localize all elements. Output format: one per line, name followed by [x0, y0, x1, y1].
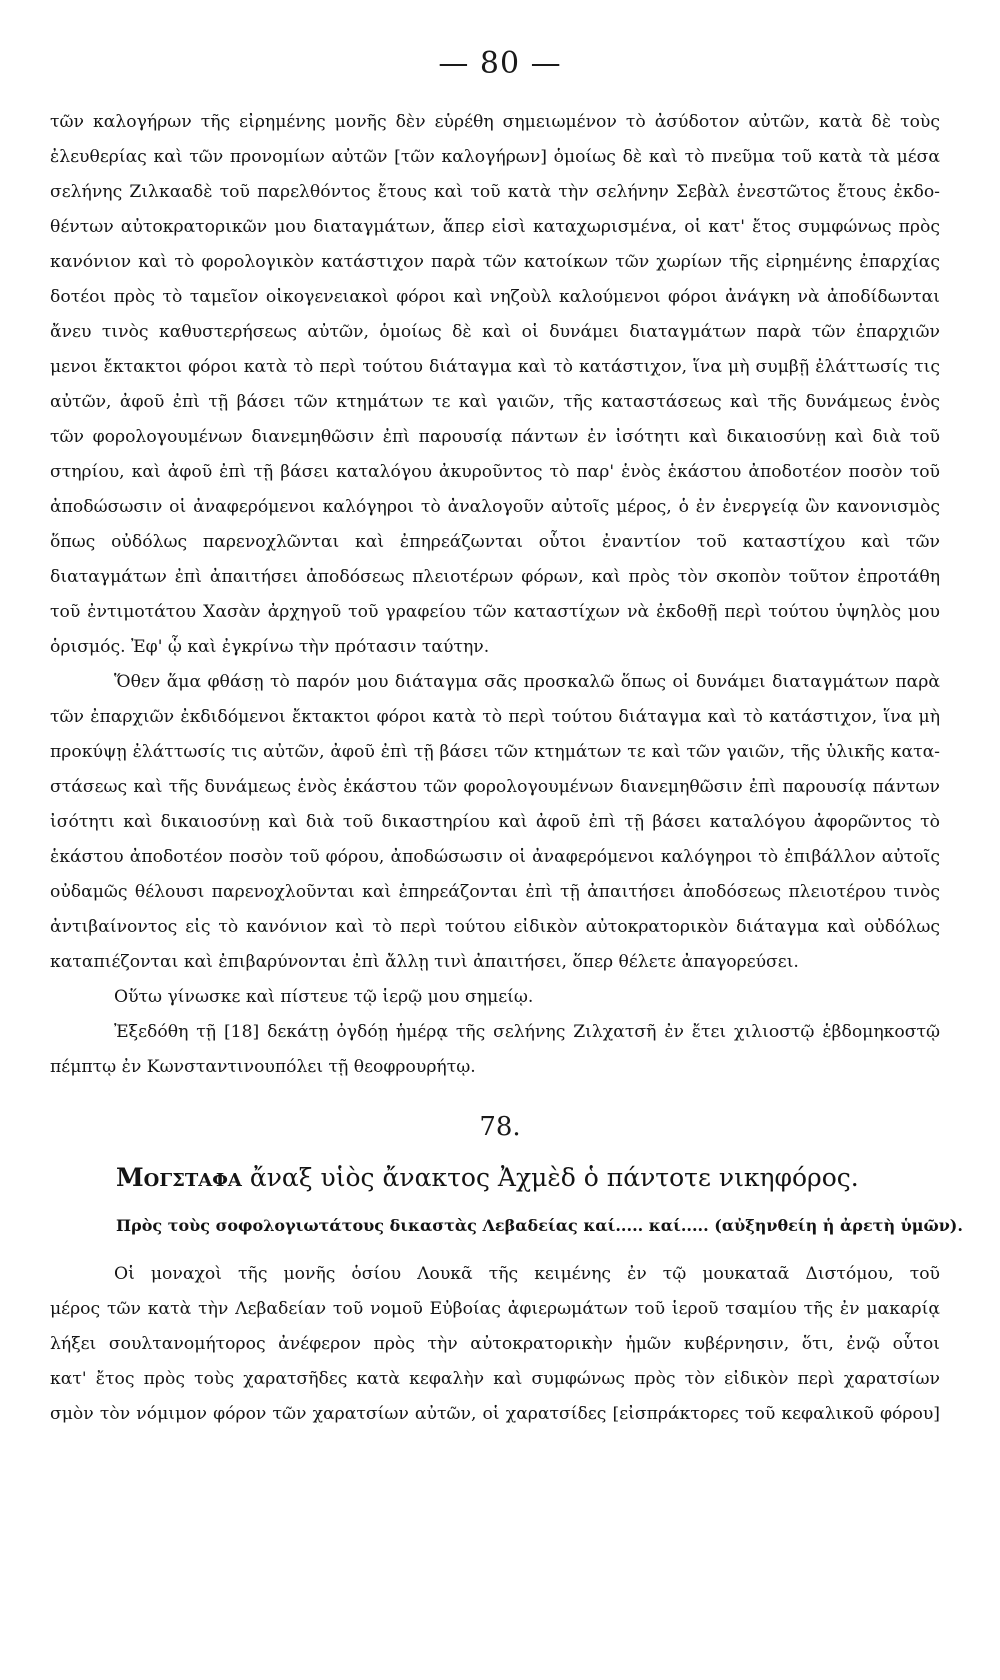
document-title — [116, 1163, 859, 1192]
paragraph-first-line: Ἐξεδόθη τῇ [18] δεκάτῃ ὀγδόῃ ἡμέρᾳ τῆς σελήνης Ζιλχατσῆ ἐν ἔτει χιλιοστῷ ἑβδομηκοστῷ — [114, 1022, 940, 1042]
paragraph-first-line: Οἱ μοναχοὶ τῆς μονῆς ὁσίου Λουκᾶ τῆς κειμένης ἐν τῷ μουκαταᾶ Διστόμου, τοῦ — [114, 1264, 940, 1284]
document-number: 78. — [479, 1112, 521, 1142]
text-line: κανόνιον καὶ τὸ φορολογικὸν κατάστιχον παρὰ τῶν κατοίκων τῶν χωρίων τῆς εἰρημένης ἐπαρχίας — [50, 252, 940, 272]
text-line: κατ' ἔτος πρὸς τοὺς χαρατσῆδες κατὰ κεφαλὴν καὶ συμφώνως πρὸς τὸν εἰδικὸν περὶ χαρατσίων — [50, 1369, 940, 1389]
title-rest: ἄναξ υἱὸς ἄνακτος Ἀχμὲδ ὁ πάντοτε νικηφόρος. — [241, 1163, 859, 1192]
text-line: προκύψῃ ἐλάττωσίς τις αὐτῶν, ἀφοῦ ἐπὶ τῇ βάσει τῶν κτημάτων τε καὶ τῶν γαιῶν, τῆς ὑλικῆς κατα- — [50, 742, 940, 762]
text-line: ἐλευθερίας καὶ τῶν προνομίων αὐτῶν [τῶν καλογήρων] ὁμοίως δὲ καὶ τὸ πνεῦμα τοῦ κατὰ τὰ μέσα — [50, 147, 940, 167]
text-line: ἀντιβαίνοντος εἰς τὸ κανόνιον καὶ τὸ περὶ τούτου εἰδικὸν αὐτοκρατορικὸν διάταγμα καὶ οὐδόλως — [50, 917, 940, 937]
text-line: οὐδαμῶς θέλουσι παρενοχλοῦνται καὶ ἐπηρεάζονται ἐπὶ τῇ ἀπαιτήσει ἀποδόσεως πλειοτέρου τινὸς — [50, 882, 940, 902]
text-line: πέμπτῳ ἐν Κωνσταντινουπόλει τῇ θεοφρουρήτῳ. — [50, 1057, 476, 1077]
text-line: σελήνης Ζιλκααδὲ τοῦ παρελθόντος ἔτους καὶ τοῦ κατὰ τὴν σελήνην Σεβὰλ ἐνεστῶτος ἔτους ἐκδο- — [50, 182, 940, 202]
text-line: ἰσότητι καὶ δικαιοσύνῃ καὶ διὰ τοῦ δικαστηρίου καὶ ἀφοῦ ἐπὶ τῇ βάσει καταλόγου ἀφορῶντος τὸ — [50, 812, 940, 832]
text-line: ἄνευ τινὸς καθυστερήσεως αὐτῶν, ὁμοίως δὲ καὶ οἱ δυνάμει διαταγμάτων παρὰ τῶν ἐπαρχιῶν — [50, 322, 940, 342]
text-line: τοῦ ἐντιμοτάτου Χασὰν ἀρχηγοῦ τοῦ γραφείου τῶν καταστίχων νὰ ἐκδοθῇ περὶ τούτου ὑψηλὸς μου — [50, 602, 940, 622]
paragraph-first-line: Ὅθεν ἅμα φθάσῃ τὸ παρόν μου διάταγμα σᾶς προσκαλῶ ὅπως οἱ δυνάμει διαταγμάτων παρὰ — [114, 672, 940, 692]
text-line: μενοι ἔκτακτοι φόροι κατὰ τὸ περὶ τούτου διάταγμα καὶ τὸ κατάστιχον, ἵνα μὴ συμβῇ ἐλάττωσίς τις — [50, 357, 940, 377]
text-line: τῶν καλογήρων τῆς εἰρημένης μονῆς δὲν εὑρέθη σημειωμένον τὸ ἀσύδοτον αὐτῶν, κατὰ δὲ τοὺς — [50, 112, 940, 132]
text-line: ὁρισμός. Ἐφ' ᾧ καὶ ἐγκρίνω τὴν πρότασιν ταύτην. — [50, 637, 490, 657]
title-name: Μογσταφα — [116, 1163, 242, 1192]
text-line: δοτέοι πρὸς τὸ ταμεῖον οἰκογενειακοὶ φόροι καὶ νηζοὺλ καλούμενοι φόροι ἀνάγκη νὰ ἀποδίδωνται — [50, 287, 940, 307]
text-line: αὐτῶν, ἀφοῦ ἐπὶ τῇ βάσει τῶν κτημάτων τε καὶ γαιῶν, τῆς καταστάσεως καὶ τῆς δυνάμεως ἑνὸς — [50, 392, 940, 412]
text-line: διαταγμάτων ἐπὶ ἀπαιτήσει ἀποδόσεως πλειοτέρων φόρων, καὶ πρὸς τὸν σκοπὸν τοῦτον ἐπροτάθη — [50, 567, 940, 587]
document-address: Πρὸς τοὺς σοφολογιωτάτους δικαστὰς Λεβαδείας καί..... καί..... (αὐξηνθείη ἡ ἀρετὴ ὑμῶν). — [116, 1216, 963, 1235]
text-line: τῶν ἐπαρχιῶν ἐκδιδόμενοι ἔκτακτοι φόροι κατὰ τὸ περὶ τούτου διάταγμα καὶ τὸ κατάστιχον, ἵνα μὴ — [50, 707, 940, 727]
paragraph-first-line: Οὕτω γίνωσκε καὶ πίστευε τῷ ἱερῷ μου σημείῳ. — [114, 987, 534, 1007]
text-line: ἑκάστου ἀποδοτέον ποσὸν τοῦ φόρου, ἀποδώσωσιν οἱ ἀναφερόμενοι καλόγηροι τὸ ἐπιβάλλον αὐτοῖς — [50, 847, 940, 867]
text-line: ἀποδώσωσιν οἱ ἀναφερόμενοι καλόγηροι τὸ ἀναλογοῦν αὐτοῖς μέρος, ὁ ἐν ἐνεργείᾳ ὢν κανονισμὸς — [50, 497, 940, 517]
text-line: ὅπως οὐδόλως παρενοχλῶνται καὶ ἐπηρεάζωνται οὗτοι ἐναντίον τοῦ καταστίχου καὶ τῶν — [50, 532, 940, 552]
text-line: στάσεως καὶ τῆς δυνάμεως ἑνὸς ἑκάστου τῶν φορολογουμένων διανεμηθῶσιν ἐπὶ παρουσίᾳ πάντων — [50, 777, 940, 797]
text-line: θέντων αὐτοκρατορικῶν μου διαταγμάτων, ἅπερ εἰσὶ καταχωρισμένα, οἱ κατ' ἔτος συμφώνως πρὸς — [50, 217, 940, 237]
text-line: στηρίου, καὶ ἀφοῦ ἐπὶ τῇ βάσει καταλόγου ἀκυροῦντος τὸ παρ' ἑνὸς ἑκάστου ἀποδοτέον ποσὸν τοῦ — [50, 462, 940, 482]
text-line: καταπιέζονται καὶ ἐπιβαρύνονται ἐπὶ ἄλλῃ τινὶ ἀπαιτήσει, ὅπερ θέλετε ἀπαγορεύσει. — [50, 952, 799, 972]
page-number: — 80 — — [438, 46, 562, 81]
text-line: λήξει σουλτανομήτορος ἀνέφερον πρὸς τὴν αὐτοκρατορικὴν ἡμῶν κυβέρνησιν, ὅτι, ἐνῷ οὗτοι — [50, 1334, 940, 1354]
text-line: σμὸν τὸν νόμιμον φόρον τῶν χαρατσίων αὐτῶν, οἱ χαρατσίδες [εἰσπράκτορες τοῦ κεφαλικοῦ φόρου] — [50, 1404, 940, 1424]
text-line: μέρος τῶν κατὰ τὴν Λεβαδείαν τοῦ νομοῦ Εὐβοίας ἀφιερωμάτων τοῦ ἱεροῦ τσαμίου τῆς ἐν μακαρίᾳ — [50, 1299, 940, 1319]
text-line: τῶν φορολογουμένων διανεμηθῶσιν ἐπὶ παρουσίᾳ πάντων ἐν ἰσότητι καὶ δικαιοσύνῃ καὶ διὰ τοῦ — [50, 427, 940, 447]
